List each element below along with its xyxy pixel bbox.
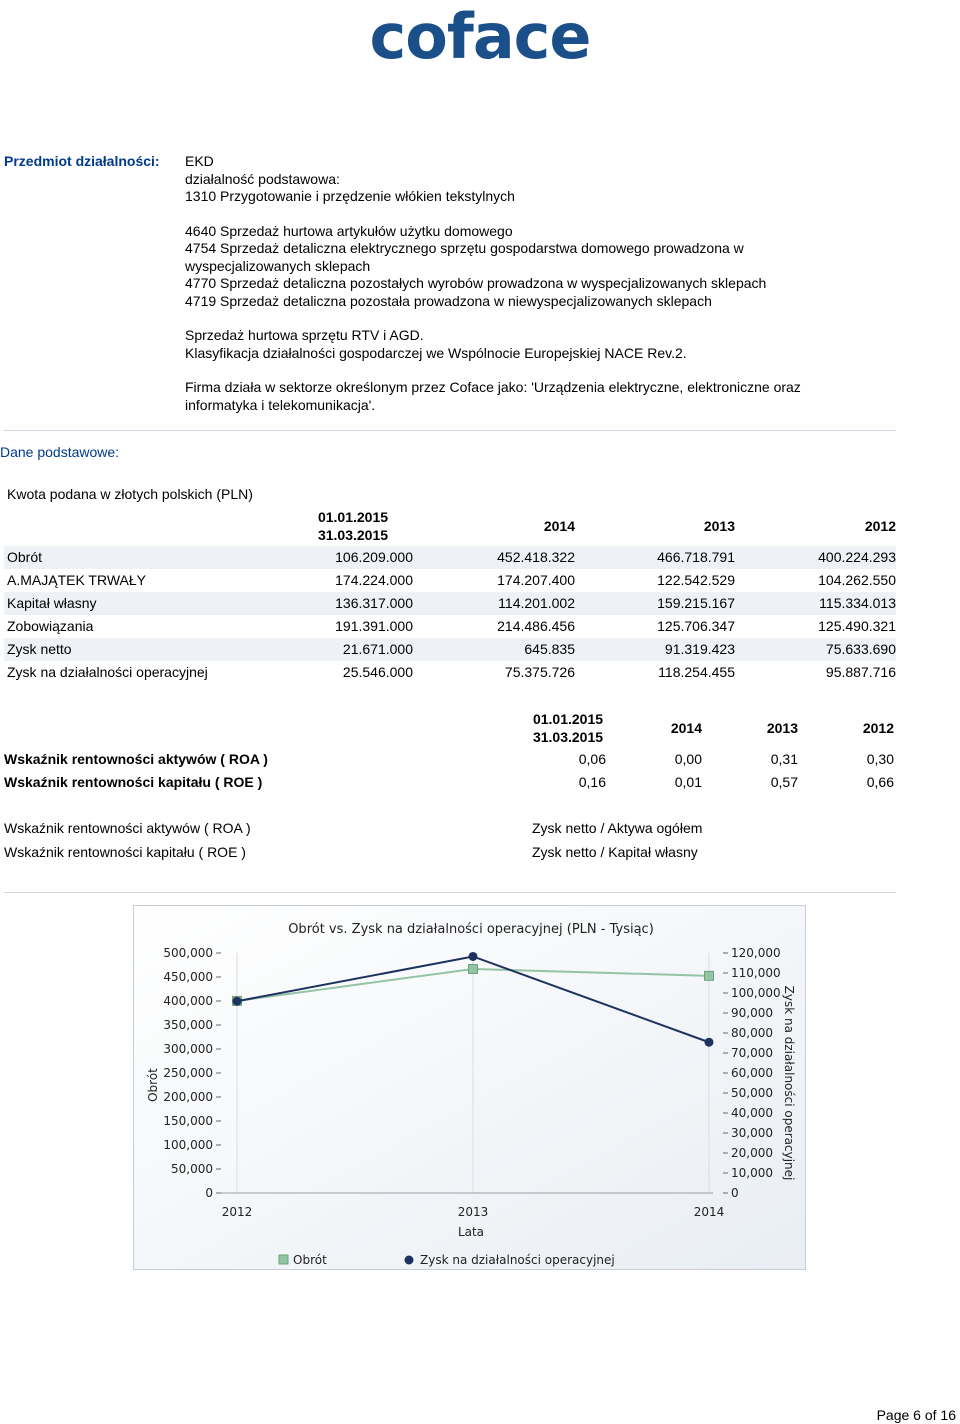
period-header: [424, 708, 606, 748]
cell: 91.319.423: [575, 638, 735, 661]
cell: 645.835: [413, 638, 575, 661]
right-tick-label: 0: [731, 1186, 739, 1200]
x-tick-label: 2012: [221, 1205, 253, 1219]
left-tick-label: 300,000: [163, 1042, 213, 1056]
cell: 0,66: [866, 774, 894, 790]
left-axis-label: Obrót: [146, 1068, 160, 1102]
roe-definition-name: Wskaźnik rentowności kapitału ( ROE ): [4, 844, 246, 860]
cell: 0,30: [866, 751, 894, 767]
cell: 452.418.322: [413, 546, 575, 569]
table-row: [4, 615, 896, 638]
data-point-square: [705, 971, 714, 980]
row-label: Zobowiązania: [7, 618, 94, 634]
right-tick-label: 90,000: [731, 1006, 773, 1020]
currency-note: Kwota podana w złotych polskich (PLN): [7, 486, 253, 502]
data-point-circle: [469, 952, 478, 961]
cell: 125.706.347: [657, 618, 735, 634]
right-tick-label: 110,000: [731, 966, 781, 980]
year-header: 2012: [862, 720, 894, 736]
right-tick-label: 20,000: [731, 1146, 773, 1160]
table-row: [4, 638, 896, 661]
period-end: 31.03.2015: [317, 527, 389, 543]
legend-circle-marker: [405, 1256, 414, 1265]
right-tick-label: 80,000: [731, 1026, 773, 1040]
left-tick-label: 350,000: [163, 1018, 213, 1032]
left-tick-label: 250,000: [163, 1066, 213, 1080]
left-tick-label: 500,000: [163, 946, 213, 960]
cell: 75.375.726: [504, 664, 575, 680]
data-point-circle: [233, 997, 242, 1006]
right-tick-label: 120,000: [731, 946, 781, 960]
logo-text: coface: [369, 2, 591, 68]
cell: 0,06: [578, 751, 606, 767]
row-label: Kapitał własny: [4, 592, 243, 615]
ratio-row: [4, 771, 894, 794]
year-header: 2012: [864, 518, 896, 534]
period-header: [243, 506, 413, 546]
period-start: 01.01.2015: [317, 509, 389, 525]
data-point-circle: [705, 1038, 714, 1047]
cell: 466.718.791: [575, 546, 735, 569]
trade-line: Sprzedaż hurtowa sprzętu RTV i AGD.: [185, 327, 424, 343]
cell: 115.334.013: [735, 592, 896, 615]
left-tick-label: 450,000: [163, 970, 213, 984]
right-tick-label: 40,000: [731, 1106, 773, 1120]
other-activity: 4719 Sprzedaż detaliczna pozostała prowadzona w niewyspecjalizowanych sklepach: [185, 292, 712, 309]
right-tick-label: 60,000: [731, 1066, 773, 1080]
cell: 0,16: [578, 774, 606, 790]
page-number: Page 6 of 16: [876, 1407, 956, 1423]
table-row: [4, 546, 896, 569]
ratios-table: [4, 708, 894, 794]
cell: 104.262.550: [818, 572, 896, 588]
left-tick-label: 100,000: [163, 1138, 213, 1152]
other-activity: wyspecjalizowanych sklepach: [185, 257, 371, 274]
cell: 0,00: [674, 751, 702, 767]
left-tick-label: 50,000: [171, 1162, 213, 1176]
activity-label: Przedmiot działalności:: [4, 153, 160, 169]
coface-logo-graphic: [360, 2, 600, 68]
ratio-label: Wskaźnik rentowności aktywów ( ROA ): [4, 751, 268, 767]
divider: [4, 892, 896, 893]
roa-definition-name: Wskaźnik rentowności aktywów ( ROA ): [4, 820, 251, 836]
other-activity: 4754 Sprzedaż detaliczna elektrycznego sprzętu gospodarstwa domowego prowadzona w: [185, 240, 744, 256]
chart-title: Obrót vs. Zysk na działalności operacyjnej (PLN - Tysiąc): [288, 922, 654, 937]
cell: 0,31: [770, 751, 798, 767]
chart-svg: [133, 905, 806, 1270]
legend-label: Zysk na działalności operacyjnej: [420, 1253, 615, 1267]
right-tick-label: 100,000: [731, 986, 781, 1000]
roe-definition-formula: Zysk netto / Kapitał własny: [532, 844, 698, 860]
financial-table: [4, 506, 896, 684]
cell: 174.224.000: [335, 572, 413, 588]
revenue-vs-operating-profit-chart: [133, 905, 806, 1270]
x-axis-label: Lata: [457, 1225, 485, 1239]
cell: 159.215.167: [575, 592, 735, 615]
left-tick-label: 400,000: [163, 994, 213, 1008]
legend-square-marker: [279, 1255, 288, 1264]
cell: 400.224.293: [735, 546, 896, 569]
ratio-row: [4, 748, 894, 771]
left-tick-label: 0: [205, 1186, 213, 1200]
row-label: Zysk na działalności operacyjnej: [7, 664, 208, 680]
left-tick-label: 200,000: [163, 1090, 213, 1104]
cell: 136.317.000: [243, 592, 413, 615]
cell: 21.671.000: [243, 638, 413, 661]
table-row: [4, 569, 896, 592]
year-header: 2013: [766, 720, 798, 736]
cell: 214.486.456: [497, 618, 575, 634]
cell: 191.391.000: [335, 618, 413, 634]
cell: 0,01: [674, 774, 702, 790]
left-tick-label: 150,000: [163, 1114, 213, 1128]
roa-definition-formula: Zysk netto / Aktywa ogółem: [532, 820, 703, 836]
other-activity: 4640 Sprzedaż hurtowa artykułów użytku domowego: [185, 222, 513, 239]
year-header: 2013: [703, 518, 735, 534]
table-row: [4, 661, 896, 684]
divider: [4, 430, 896, 431]
right-tick-label: 10,000: [731, 1166, 773, 1180]
nace-line: Klasyfikacja działalności gospodarczej we Wspólnocie Europejskiej NACE Rev.2.: [185, 344, 687, 361]
cell: 118.254.455: [658, 664, 735, 680]
cell: 75.633.690: [735, 638, 896, 661]
cell: 122.542.529: [657, 572, 735, 588]
coface-logo: [0, 0, 960, 70]
right-tick-label: 30,000: [731, 1126, 773, 1140]
table-row: [4, 592, 896, 615]
data-point-square: [469, 964, 478, 973]
sector-line: Firma działa w sektorze określonym przez Coface jako: 'Urządzenia elektryczne, elektroniczne oraz: [185, 379, 801, 395]
year-header: 2014: [670, 720, 702, 736]
table-header-row: [4, 506, 896, 546]
ratio-label: Wskaźnik rentowności kapitału ( ROE ): [4, 774, 263, 790]
main-activity: 1310 Przygotowanie i przędzenie włókien tekstylnych: [185, 188, 515, 204]
cell: 125.490.321: [818, 618, 896, 634]
right-tick-label: 70,000: [731, 1046, 773, 1060]
row-label: Zysk netto: [4, 638, 243, 661]
year-header: 2014: [543, 518, 575, 534]
cell: 174.207.400: [497, 572, 575, 588]
other-activity: 4770 Sprzedaż detaliczna pozostałych wyrobów prowadzona w wyspecjalizowanych sklepach: [185, 275, 767, 291]
cell: 114.201.002: [413, 592, 575, 615]
row-label: A.MAJĄTEK TRWAŁY: [7, 572, 146, 588]
row-label: Obrót: [4, 546, 243, 569]
right-tick-label: 50,000: [731, 1086, 773, 1100]
cell: 25.546.000: [342, 664, 413, 680]
x-tick-label: 2013: [457, 1205, 489, 1219]
activity-body: [185, 153, 885, 414]
period-end: 31.03.2015: [532, 729, 604, 745]
sector-line: informatyka i telekomunikacja'.: [185, 396, 376, 413]
main-activity-label: działalność podstawowa:: [185, 170, 340, 187]
legend-label: Obrót: [293, 1253, 327, 1267]
cell: 106.209.000: [243, 546, 413, 569]
cell: 95.887.716: [825, 664, 896, 680]
cell: 0,57: [770, 774, 798, 790]
period-start: 01.01.2015: [532, 711, 604, 727]
ekd-label: EKD: [185, 153, 214, 169]
right-axis-label: Zysk na działalności operacyjnej: [782, 985, 796, 1181]
x-tick-label: 2014: [693, 1205, 725, 1219]
ratios-header-row: [4, 708, 894, 748]
basic-data-label: Dane podstawowe:: [0, 444, 120, 460]
